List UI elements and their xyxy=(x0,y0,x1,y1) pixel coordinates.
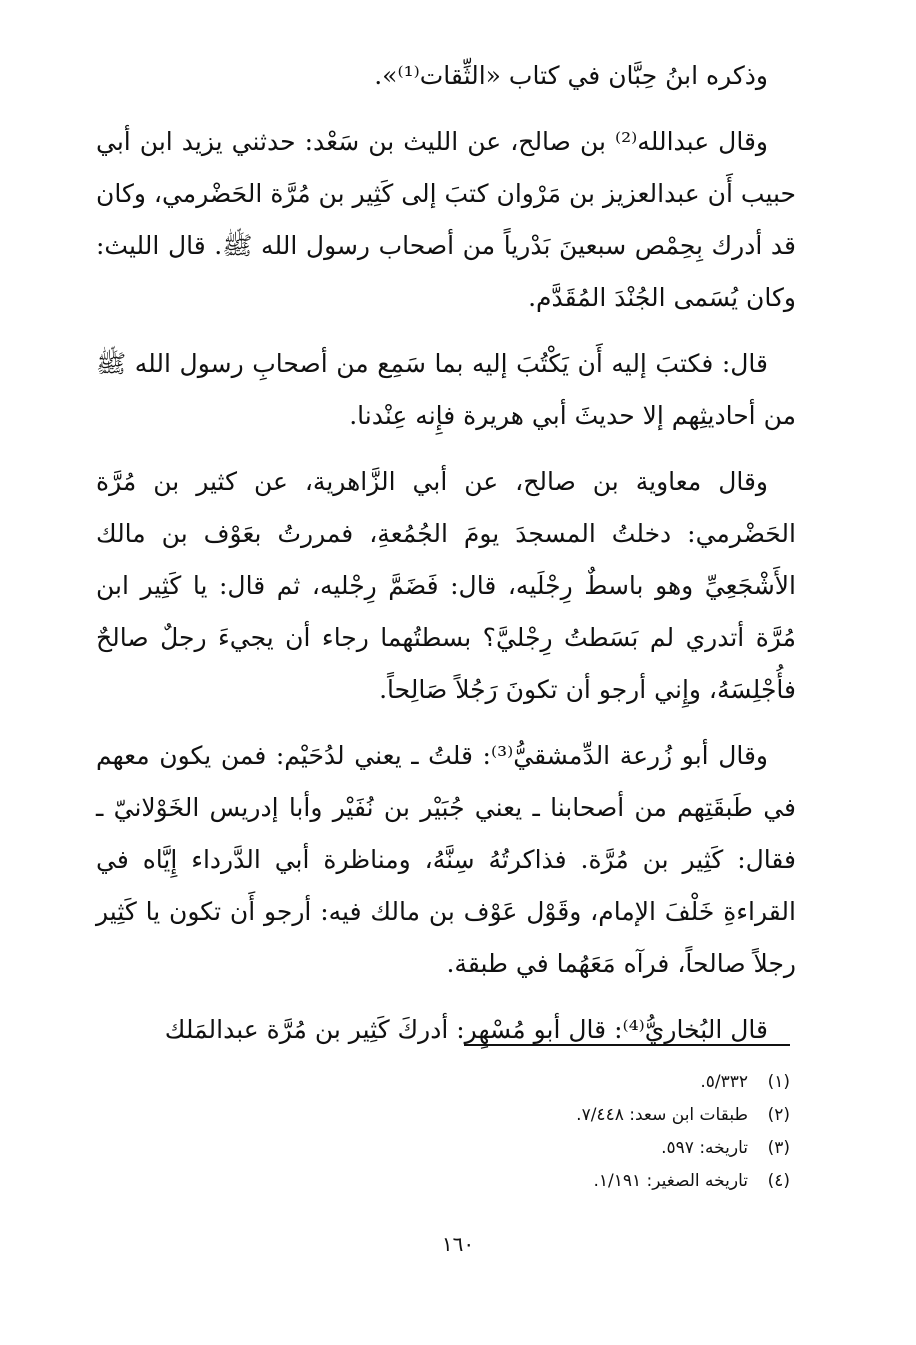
footnote-text: طبقات ابن سعد: ٧/٤٤٨. xyxy=(576,1105,748,1125)
paragraph-5: وقال أبو زُرعة الدِّمشقيُّ⁽³⁾: قلتُ ـ يعني لدُحَيْم: فمن يكون معهم في طَبقَتِهم من أصحابنا ـ يعني جُبَيْر بن نُفَيْر وأبا إدريس الخَوْلانيّ ـ فقال: كَثِير بن مُرَّة. فذاكرتُهُ سِنَّهُ، ومناظرة أبي الدَّرداء إِيَّاه في القراءةِ خَلْفَ الإمام، وقَوْل عَوْف بن مالك فيه: أرجو أَن تكون يا كَثِير رجلاً صالحاً، فرآه مَعَهُما في طبقة. xyxy=(96,741,796,978)
footnote-number: (٣) xyxy=(767,1138,790,1158)
footnote-number: (١) xyxy=(767,1072,790,1092)
paragraph-1: وذكره ابنُ حِبَّان في كتاب «الثِّقات⁽¹⁾». xyxy=(374,61,768,90)
paragraph-6: قال البُخاريُّ⁽⁴⁾: قال أبو مُسْهِر: أدركَ كَثِير بن مُرَّة عبدالمَلك xyxy=(164,1015,768,1044)
footnote-number: (٢) xyxy=(767,1105,790,1125)
paragraph-2: وقال عبدالله⁽²⁾ بن صالح، عن الليث بن سَعْد: حدثني يزيد ابن أبي حبيب أَن عبدالعزيز بن مَرْوان كتبَ إلى كَثِير بن مُرَّة الحَضْرمي، وكان قد أدرك بِحِمْص سبعينَ بَدْرياً من أصحاب رسول الله ﷺ. قال الليث: وكان يُسَمى الجُنْدَ المُقَدَّم. xyxy=(96,127,796,312)
footnote-2 xyxy=(290,1099,790,1132)
footnotes xyxy=(290,1066,790,1198)
footnote-1 xyxy=(290,1066,790,1099)
footnote-text: ٥/٣٣٢. xyxy=(700,1072,748,1092)
paragraph-3: قال: فكتبَ إليه أَن يَكْتُبَ إليه بما سَمِع من أصحابِ رسول الله ﷺ من أحاديثِهم إلا حديثَ أبي هريرة فإِنه عِنْدنا. xyxy=(96,349,796,430)
page-number: ١٦٠ xyxy=(441,1232,475,1256)
footnote-number: (٤) xyxy=(767,1171,790,1191)
paragraph-4: وقال معاوية بن صالح، عن أبي الزَّاهرية، عن كثير بن مُرَّة الحَضْرمي: دخلتُ المسجدَ يومَ الجُمُعةِ، فمررتُ بعَوْف بن مالك الأَشْجَعِيِّ وهو باسطٌ رِجْلَيه، قال: فَضَمَّ رِجْليه، ثم قال: يا كَثِير ابن مُرَّة أتدري لم بَسَطتُ رِجْليَّ؟ بسطتُهما رجاء أن يجيءَ رجلٌ صالحٌ فأُجْلِسَهُ، وإِني أرجو أن تكونَ رَجُلاً صَالِحاً. xyxy=(96,467,796,704)
footnote-text: تاريخه الصغير: ١/١٩١. xyxy=(593,1171,748,1191)
footnote-divider xyxy=(464,1044,790,1046)
footnote-4 xyxy=(290,1165,790,1198)
main-text xyxy=(96,50,796,1070)
footnote-text: تاريخه: ٥٩٧. xyxy=(661,1138,748,1158)
footnote-3 xyxy=(290,1132,790,1165)
